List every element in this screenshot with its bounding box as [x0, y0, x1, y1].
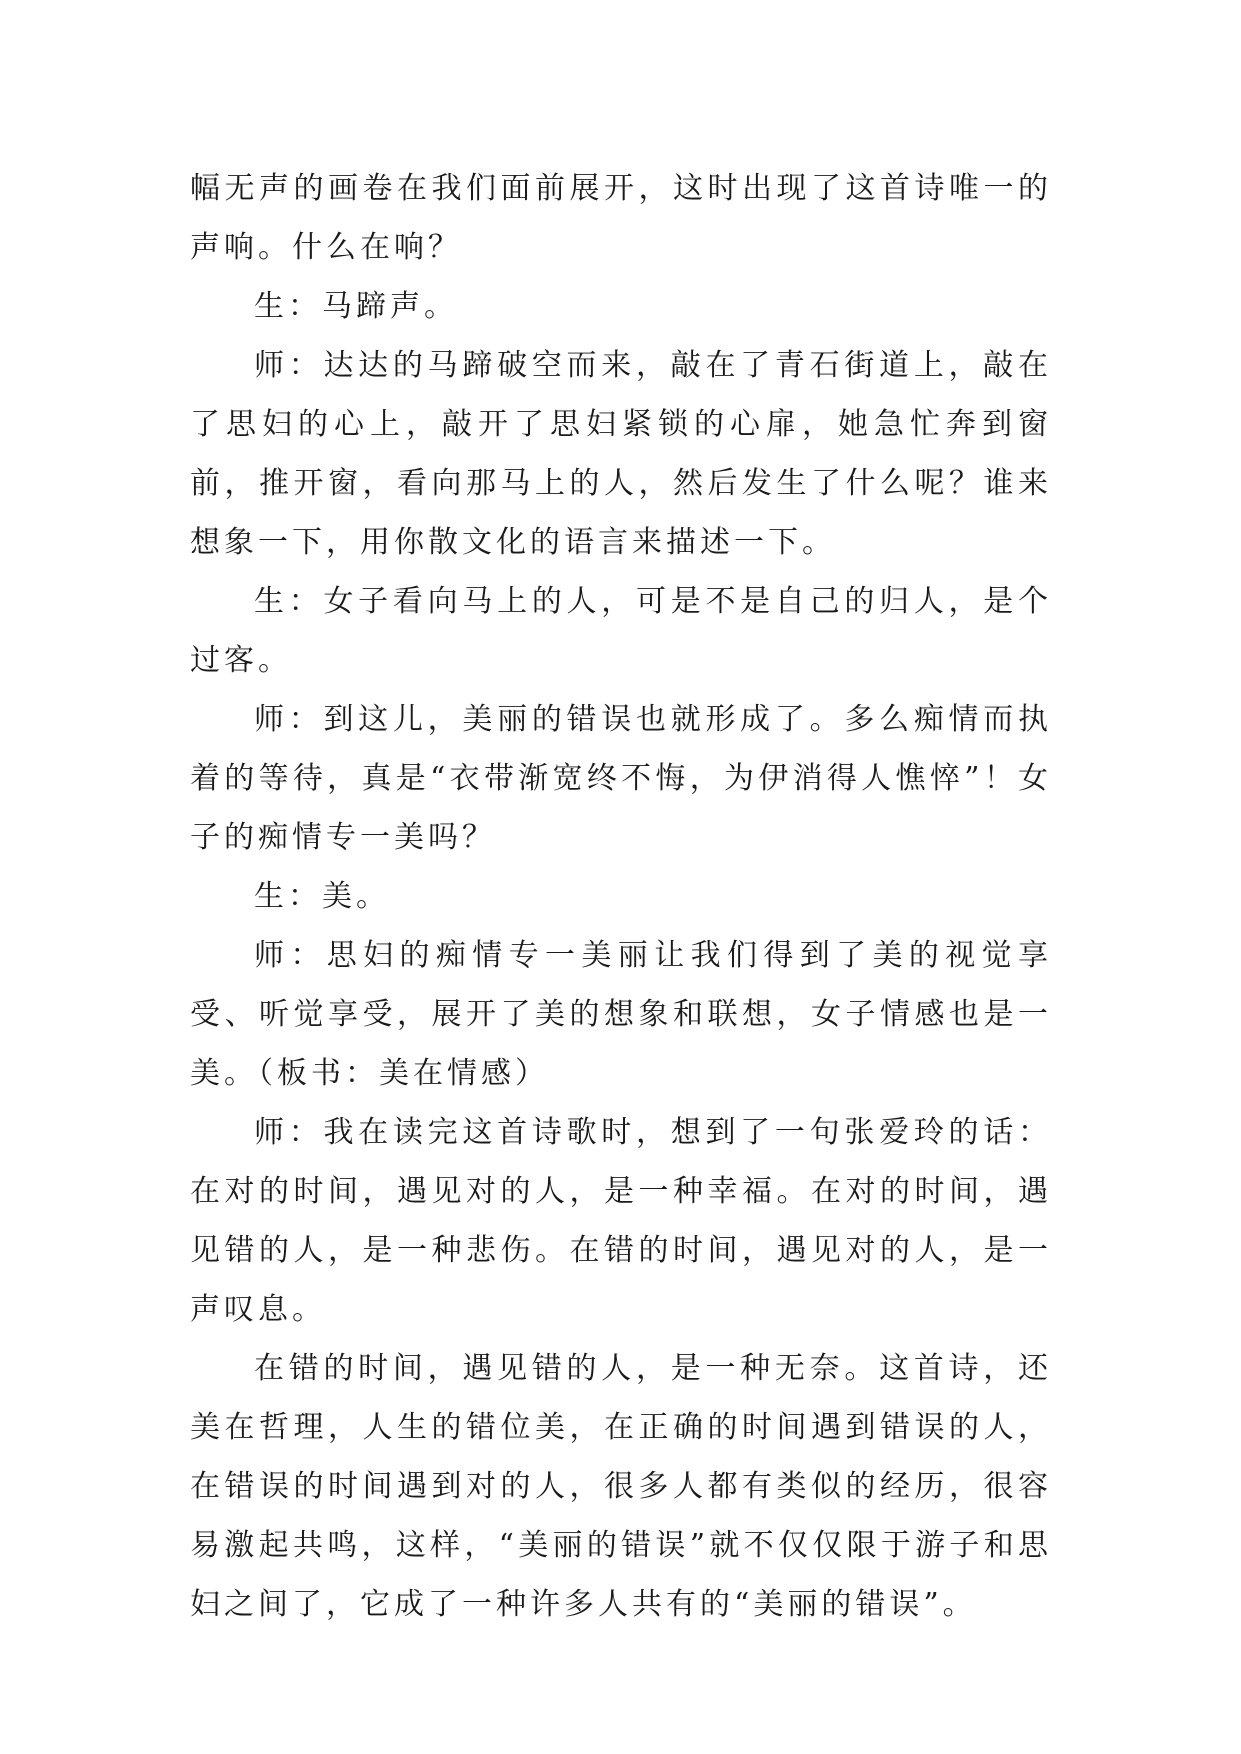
paragraph-teacher-beautiful-mistake: 师：到这儿，美丽的错误也就形成了。多么痴情而执着的等待，真是“衣带渐宽终不悔，为伊消得人憔悴”！女子的痴情专一美吗？ — [190, 702, 1052, 855]
paragraph-teacher-hoofbeats: 师：达达的马蹄破空而来，敲在了青石街道上，敲在了思妇的心上，敲开了思妇紧锁的心扉，她急忙奔到窗前，推开窗，看向那马上的人，然后发生了什么呢？谁来想象一下，用你散文化的语言来描述一下。 — [190, 348, 1052, 560]
document-page — [190, 159, 1052, 1634]
paragraph-student-beautiful: 生：美。 — [254, 879, 390, 914]
paragraph-student-reply: 生：马蹄声。 — [254, 289, 458, 324]
paragraph-philosophy: 在错的时间，遇见错的人，是一种无奈。这首诗，还美在哲理，人生的错位美，在正确的时间遇到错误的人，在错误的时间遇到对的人，很多人都有类似的经历，很容易激起共鸣，这样，“美丽的错误”就不仅仅限于游子和思妇之间了，它成了一种许多人共有的“美丽的错误”。 — [190, 1351, 1052, 1622]
paragraph-continuation: 幅无声的画卷在我们面前展开，这时出现了这首诗唯一的声响。什么在响？ — [190, 171, 1052, 265]
paragraph-teacher-emotion: 师：思妇的痴情专一美丽让我们得到了美的视觉享受、听觉享受，展开了美的想象和联想，女子情感也是一美。（板书：美在情感） — [190, 938, 1052, 1091]
paragraph-teacher-quote: 师：我在读完这首诗歌时，想到了一句张爱玲的话：在对的时间，遇见对的人，是一种幸福。在对的时间，遇见错的人，是一种悲伤。在错的时间，遇见对的人，是一声叹息。 — [190, 1115, 1052, 1327]
paragraph-student-passerby: 生：女子看向马上的人，可是不是自己的归人，是个过客。 — [190, 584, 1052, 678]
